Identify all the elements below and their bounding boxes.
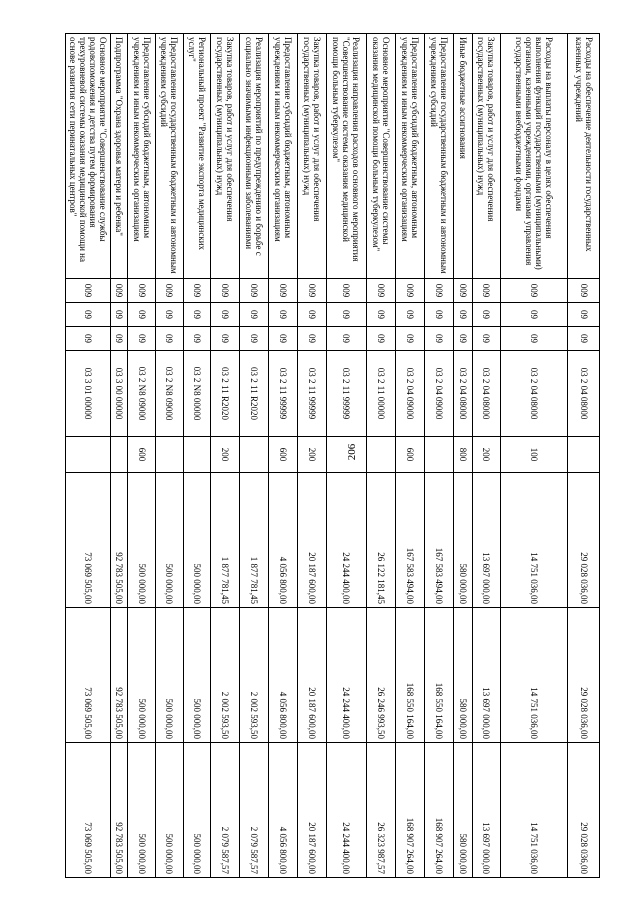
row-admin-code-cell: 009: [268, 279, 297, 303]
row-sum-year1-cell: 14 751 036,00: [501, 473, 568, 608]
row-name-cell: Основное мероприятие "Совершенствование системы оказания медицинской помощи больным туберкулезом": [366, 34, 396, 279]
row-subsection-cell: 09: [454, 327, 473, 351]
row-sum-year3-cell: 29 028 036,00: [568, 743, 600, 878]
table-row: [211, 34, 240, 878]
row-name-cell: Региональный проект "Развитие экспорта медицинских услуг": [183, 34, 211, 279]
row-name-cell: Иные бюджетные ассигнования: [454, 34, 473, 279]
row-target-code-cell: 03 2 04 09000: [425, 351, 454, 437]
row-sum-year1-cell: 167 583 494,00: [425, 473, 454, 608]
table-row: [268, 34, 297, 878]
row-sum-year3-cell: 26 323 987,57: [366, 743, 396, 878]
row-target-code-cell: 03 2 11 R2020: [240, 351, 269, 437]
row-expense-type-cell: 100: [501, 437, 568, 473]
row-sum-year2-cell: 168 550 164,00: [425, 608, 454, 743]
row-name-cell: Предоставление государственным бюджетным и автономным учреждениям субсидий: [155, 34, 183, 279]
row-name-cell: Предоставление субсидий бюджетным, автономным учреждениям и иным некоммерческим организациям: [128, 34, 156, 279]
table-row: [501, 34, 568, 878]
row-sum-year2-cell: 168 550 164,00: [396, 608, 425, 743]
row-section-cell: 09: [501, 303, 568, 327]
row-expense-type-cell: 200: [472, 437, 501, 473]
row-subsection-cell: 09: [472, 327, 501, 351]
table-row: [155, 34, 183, 878]
row-sum-year3-cell: 500 000,00: [128, 743, 156, 878]
row-sum-year1-cell: 13 697 000,00: [472, 473, 501, 608]
row-admin-code-cell: 009: [183, 279, 211, 303]
row-sum-year3-cell: 500 000,00: [155, 743, 183, 878]
row-sum-year2-cell: 2 002 593,50: [211, 608, 240, 743]
row-section-cell: 09: [297, 303, 326, 327]
row-expense-type-cell: 600: [396, 437, 425, 473]
row-target-code-cell: 03 2 04 08000: [454, 351, 473, 437]
row-sum-year1-cell: 580 000,00: [454, 473, 473, 608]
row-target-code-cell: 03 2 11 99999: [268, 351, 297, 437]
row-sum-year1-cell: 4 056 800,00: [268, 473, 297, 608]
row-section-cell: 09: [211, 303, 240, 327]
row-target-code-cell: 03 2 N8 09000: [128, 351, 156, 437]
row-sum-year1-cell: 500 000,00: [155, 473, 183, 608]
row-sum-year3-cell: 20 187 600,00: [297, 743, 326, 878]
table-row: [454, 34, 473, 878]
row-target-code-cell: 03 2 04 08000: [472, 351, 501, 437]
row-target-code-cell: 03 3 00 00000: [110, 351, 127, 437]
table-row: [240, 34, 269, 878]
row-sum-year1-cell: 24 244 400,00: [326, 473, 366, 608]
row-section-cell: 09: [183, 303, 211, 327]
row-sum-year1-cell: 92 783 505,00: [110, 473, 127, 608]
row-sum-year1-cell: 73 069 505,00: [66, 473, 111, 608]
row-subsection-cell: 09: [501, 327, 568, 351]
table-row: [66, 34, 111, 878]
row-admin-code-cell: 009: [211, 279, 240, 303]
row-section-cell: 09: [396, 303, 425, 327]
row-subsection-cell: 09: [326, 327, 366, 351]
row-admin-code-cell: 009: [326, 279, 366, 303]
table-row: [568, 34, 600, 878]
row-sum-year3-cell: 168 907 264,00: [396, 743, 425, 878]
row-section-cell: 09: [472, 303, 501, 327]
row-target-code-cell: 03 2 11 R2020: [211, 351, 240, 437]
row-name-cell: Расходы на выплаты персоналу в целях обеспечения выполнения функций государственными (муниципальными) органами, казенными учреждениями, органами управления государственными внебюджетными фондами: [501, 34, 568, 279]
table-row: [326, 34, 366, 878]
row-sum-year3-cell: 4 056 800,00: [268, 743, 297, 878]
row-sum-year1-cell: 26 122 181,45: [366, 473, 396, 608]
table-row: [472, 34, 501, 878]
row-name-cell: Реализация направления расходов основного мероприятия "Совершенствование системы оказания медицинской помощи больным туберкулезом": [326, 34, 366, 279]
row-target-code-cell: 03 2 04 09000: [396, 351, 425, 437]
row-expense-type-cell: [425, 437, 454, 473]
row-admin-code-cell: 009: [240, 279, 269, 303]
row-section-cell: 09: [268, 303, 297, 327]
row-section-cell: 09: [66, 303, 111, 327]
row-section-cell: 09: [110, 303, 127, 327]
row-expense-type-cell: 600: [128, 437, 156, 473]
row-name-cell: Закупка товаров, работ и услуг для обеспечения государственных (муниципальных) нужд: [472, 34, 501, 279]
row-target-code-cell: 03 2 11 00000: [366, 351, 396, 437]
row-sum-year2-cell: 20 187 600,00: [297, 608, 326, 743]
budget-table: [65, 33, 600, 878]
row-target-code-cell: 03 2 04 08000: [568, 351, 600, 437]
table-row: [128, 34, 156, 878]
row-section-cell: 09: [240, 303, 269, 327]
row-subsection-cell: 09: [110, 327, 127, 351]
row-name-cell: Реализация мероприятий по предупреждению и борьбе с социально значимыми инфекционными заболеваниями: [240, 34, 269, 279]
row-admin-code-cell: 009: [472, 279, 501, 303]
row-subsection-cell: 09: [425, 327, 454, 351]
row-sum-year2-cell: 29 028 036,00: [568, 608, 600, 743]
row-sum-year2-cell: 580 000,00: [454, 608, 473, 743]
row-admin-code-cell: 009: [501, 279, 568, 303]
row-target-code-cell: 03 2 N8 00000: [183, 351, 211, 437]
table-body: [66, 34, 600, 878]
row-section-cell: 09: [128, 303, 156, 327]
row-name-cell: Подпрограмма "Охрана здоровья матери и ребенка": [110, 34, 127, 279]
table-row: [110, 34, 127, 878]
table-row: [183, 34, 211, 878]
row-subsection-cell: 09: [297, 327, 326, 351]
row-sum-year3-cell: 580 000,00: [454, 743, 473, 878]
row-expense-type-cell: 200: [211, 437, 240, 473]
row-name-cell: Основное мероприятие "Совершенствование службы родовспоможения и детства путем формирования трехуровневой системы оказания медицинской помощи на основе развития сети перинатальных центров": [66, 34, 111, 279]
table-row: [425, 34, 454, 878]
row-expense-type-cell: 200: [297, 437, 326, 473]
row-expense-type-cell: [366, 437, 396, 473]
row-sum-year2-cell: 500 000,00: [128, 608, 156, 743]
table-row: [297, 34, 326, 878]
row-admin-code-cell: 009: [568, 279, 600, 303]
row-admin-code-cell: 009: [297, 279, 326, 303]
row-subsection-cell: 09: [568, 327, 600, 351]
row-name-cell: Предоставление субсидий бюджетным, автономным учреждениям и иным некоммерческим организациям: [268, 34, 297, 279]
row-sum-year1-cell: 500 000,00: [128, 473, 156, 608]
row-expense-type-cell: [183, 437, 211, 473]
row-expense-type-cell: [155, 437, 183, 473]
row-sum-year2-cell: 13 697 000,00: [472, 608, 501, 743]
row-section-cell: 09: [568, 303, 600, 327]
row-sum-year2-cell: 73 069 505,00: [66, 608, 111, 743]
row-sum-year2-cell: 500 000,00: [155, 608, 183, 743]
row-sum-year3-cell: 73 069 505,00: [66, 743, 111, 878]
row-subsection-cell: 09: [240, 327, 269, 351]
row-section-cell: 09: [425, 303, 454, 327]
row-section-cell: 09: [454, 303, 473, 327]
row-sum-year3-cell: 2 079 587,57: [211, 743, 240, 878]
row-sum-year3-cell: 500 000,00: [183, 743, 211, 878]
row-expense-type-cell: [66, 437, 111, 473]
rotated-table-container: [65, 33, 600, 877]
row-sum-year3-cell: 13 697 000,00: [472, 743, 501, 878]
row-sum-year2-cell: 14 751 036,00: [501, 608, 568, 743]
row-target-code-cell: 03 2 N8 09000: [155, 351, 183, 437]
row-subsection-cell: 09: [155, 327, 183, 351]
row-sum-year1-cell: 20 187 600,00: [297, 473, 326, 608]
row-subsection-cell: 09: [128, 327, 156, 351]
row-sum-year1-cell: 167 583 494,00: [396, 473, 425, 608]
row-sum-year1-cell: 1 877 781,45: [240, 473, 269, 608]
row-sum-year2-cell: 26 246 993,50: [366, 608, 396, 743]
row-sum-year3-cell: 24 244 400,00: [326, 743, 366, 878]
row-sum-year2-cell: 4 056 800,00: [268, 608, 297, 743]
row-name-cell: Предоставление государственным бюджетным и автономным учреждениям субсидий: [425, 34, 454, 279]
row-admin-code-cell: 009: [128, 279, 156, 303]
row-sum-year3-cell: 14 751 036,00: [501, 743, 568, 878]
row-target-code-cell: 03 2 11 99999: [326, 351, 366, 437]
row-subsection-cell: 09: [268, 327, 297, 351]
row-section-cell: 09: [366, 303, 396, 327]
table-row: [396, 34, 425, 878]
row-admin-code-cell: 009: [66, 279, 111, 303]
row-name-cell: Предоставление субсидий бюджетным, автономным учреждениям и иным некоммерческим организациям: [396, 34, 425, 279]
row-name-cell: Закупка товаров, работ и услуг для обеспечения государственных (муниципальных) нужд: [297, 34, 326, 279]
row-sum-year3-cell: 92 783 505,00: [110, 743, 127, 878]
row-sum-year2-cell: 2 002 593,50: [240, 608, 269, 743]
row-subsection-cell: 09: [211, 327, 240, 351]
row-subsection-cell: 09: [183, 327, 211, 351]
row-expense-type-cell: 800: [454, 437, 473, 473]
row-subsection-cell: 09: [366, 327, 396, 351]
row-expense-type-cell: [326, 437, 366, 473]
row-expense-type-cell: 600: [268, 437, 297, 473]
row-subsection-cell: 09: [66, 327, 111, 351]
row-section-cell: 09: [326, 303, 366, 327]
page-number: 206: [346, 443, 358, 461]
row-sum-year2-cell: 500 000,00: [183, 608, 211, 743]
row-sum-year1-cell: 29 028 036,00: [568, 473, 600, 608]
row-expense-type-cell: [568, 437, 600, 473]
row-sum-year1-cell: 1 877 781,45: [211, 473, 240, 608]
row-name-cell: Расходы на обеспечение деятельности государственных казенных учреждений: [568, 34, 600, 279]
row-sum-year2-cell: 24 244 400,00: [326, 608, 366, 743]
row-sum-year1-cell: 500 000,00: [183, 473, 211, 608]
row-admin-code-cell: 009: [366, 279, 396, 303]
row-admin-code-cell: 009: [155, 279, 183, 303]
row-sum-year3-cell: 2 079 587,57: [240, 743, 269, 878]
row-sum-year2-cell: 92 783 505,00: [110, 608, 127, 743]
row-admin-code-cell: 009: [454, 279, 473, 303]
row-subsection-cell: 09: [396, 327, 425, 351]
row-section-cell: 09: [155, 303, 183, 327]
row-admin-code-cell: 009: [110, 279, 127, 303]
row-name-cell: Закупка товаров, работ и услуг для обеспечения государственных (муниципальных) нужд: [211, 34, 240, 279]
row-sum-year3-cell: 168 907 264,00: [425, 743, 454, 878]
row-expense-type-cell: [110, 437, 127, 473]
row-target-code-cell: 03 3 01 00000: [66, 351, 111, 437]
row-target-code-cell: 03 2 04 08000: [501, 351, 568, 437]
row-admin-code-cell: 009: [396, 279, 425, 303]
row-admin-code-cell: 009: [425, 279, 454, 303]
row-target-code-cell: 03 2 11 99999: [297, 351, 326, 437]
row-expense-type-cell: [240, 437, 269, 473]
table-row: [366, 34, 396, 878]
